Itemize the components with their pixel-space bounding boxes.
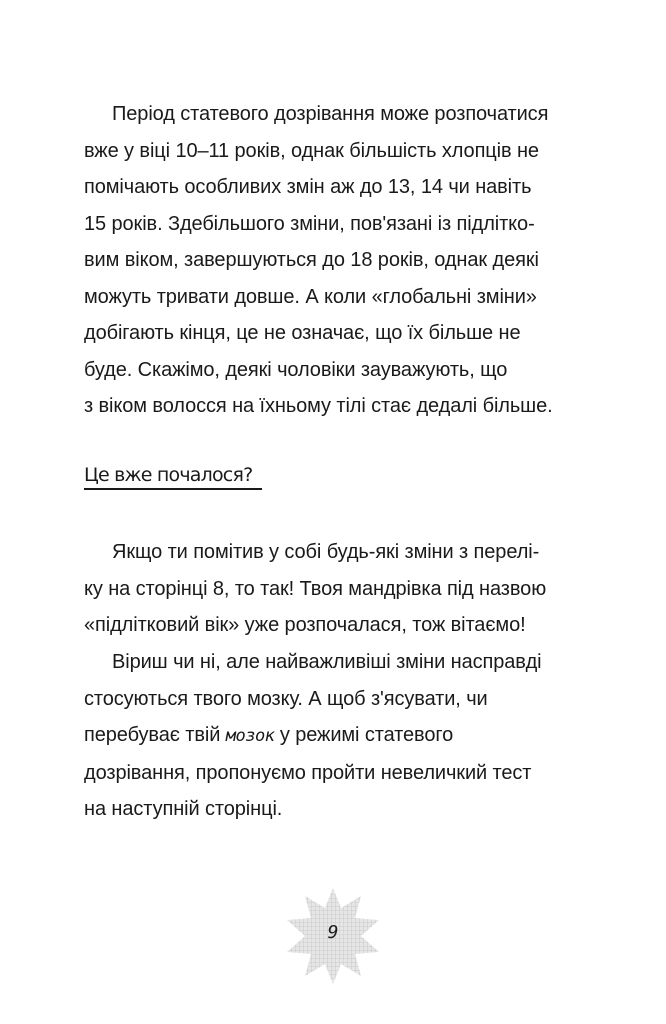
text-line: вже у віці 10–11 років, однак більшість хлопців не [84,139,539,162]
section-heading-wrap [84,462,262,490]
text-line: вим віком, завершуються до 18 років, однак деякі [84,249,539,271]
handwritten-word: мозок [225,726,275,746]
page-number-badge [283,886,383,986]
text-line: дозрівання, пропонуємо пройти невеличкий тест [84,761,532,784]
text-line: на наступній сторінці. [84,798,283,820]
paragraph-puberty-age [84,96,584,425]
text-line: Віриш чи ні, але найважливіші зміни насправді [112,651,542,673]
text-line: добігають кінця, це не означає, що їх більше не [84,322,521,344]
text-fragment: перебуває твій [84,724,226,746]
page-number: 9 [327,922,339,943]
text-line: Період статевого дозрівання може розпочатися [112,103,549,125]
text-fragment: у режимі статевого [274,724,454,746]
text-line: можуть тривати довше. А коли «глобальні зміни» [84,285,537,308]
text-line: Якщо ти помітив у собі будь-які зміни з перелі- [112,541,540,563]
text-line: буде. Скажімо, деякі чоловіки зауважують, що [84,358,508,381]
paragraph-already-started [84,534,584,644]
text-line: помічають особливих змін аж до 13, 14 чи навіть [84,176,532,198]
text-line: ку на сторінці 8, то так! Твоя мандрівка під назвою [84,577,547,600]
text-line [84,717,584,755]
text-line: стосуються твого мозку. А щоб з'ясувати, чи [84,687,488,710]
section-heading: Це вже почалося? [84,462,262,490]
text-line: з віком волосся на їхньому тілі стає дедалі більше. [84,395,553,417]
text-line: 15 років. Здебільшого зміни, пов'язані із підлітко- [84,212,535,235]
paragraph-brain-changes [84,644,584,828]
text-line: «підлітковий вік» уже розпочалася, тож вітаємо! [84,614,526,636]
